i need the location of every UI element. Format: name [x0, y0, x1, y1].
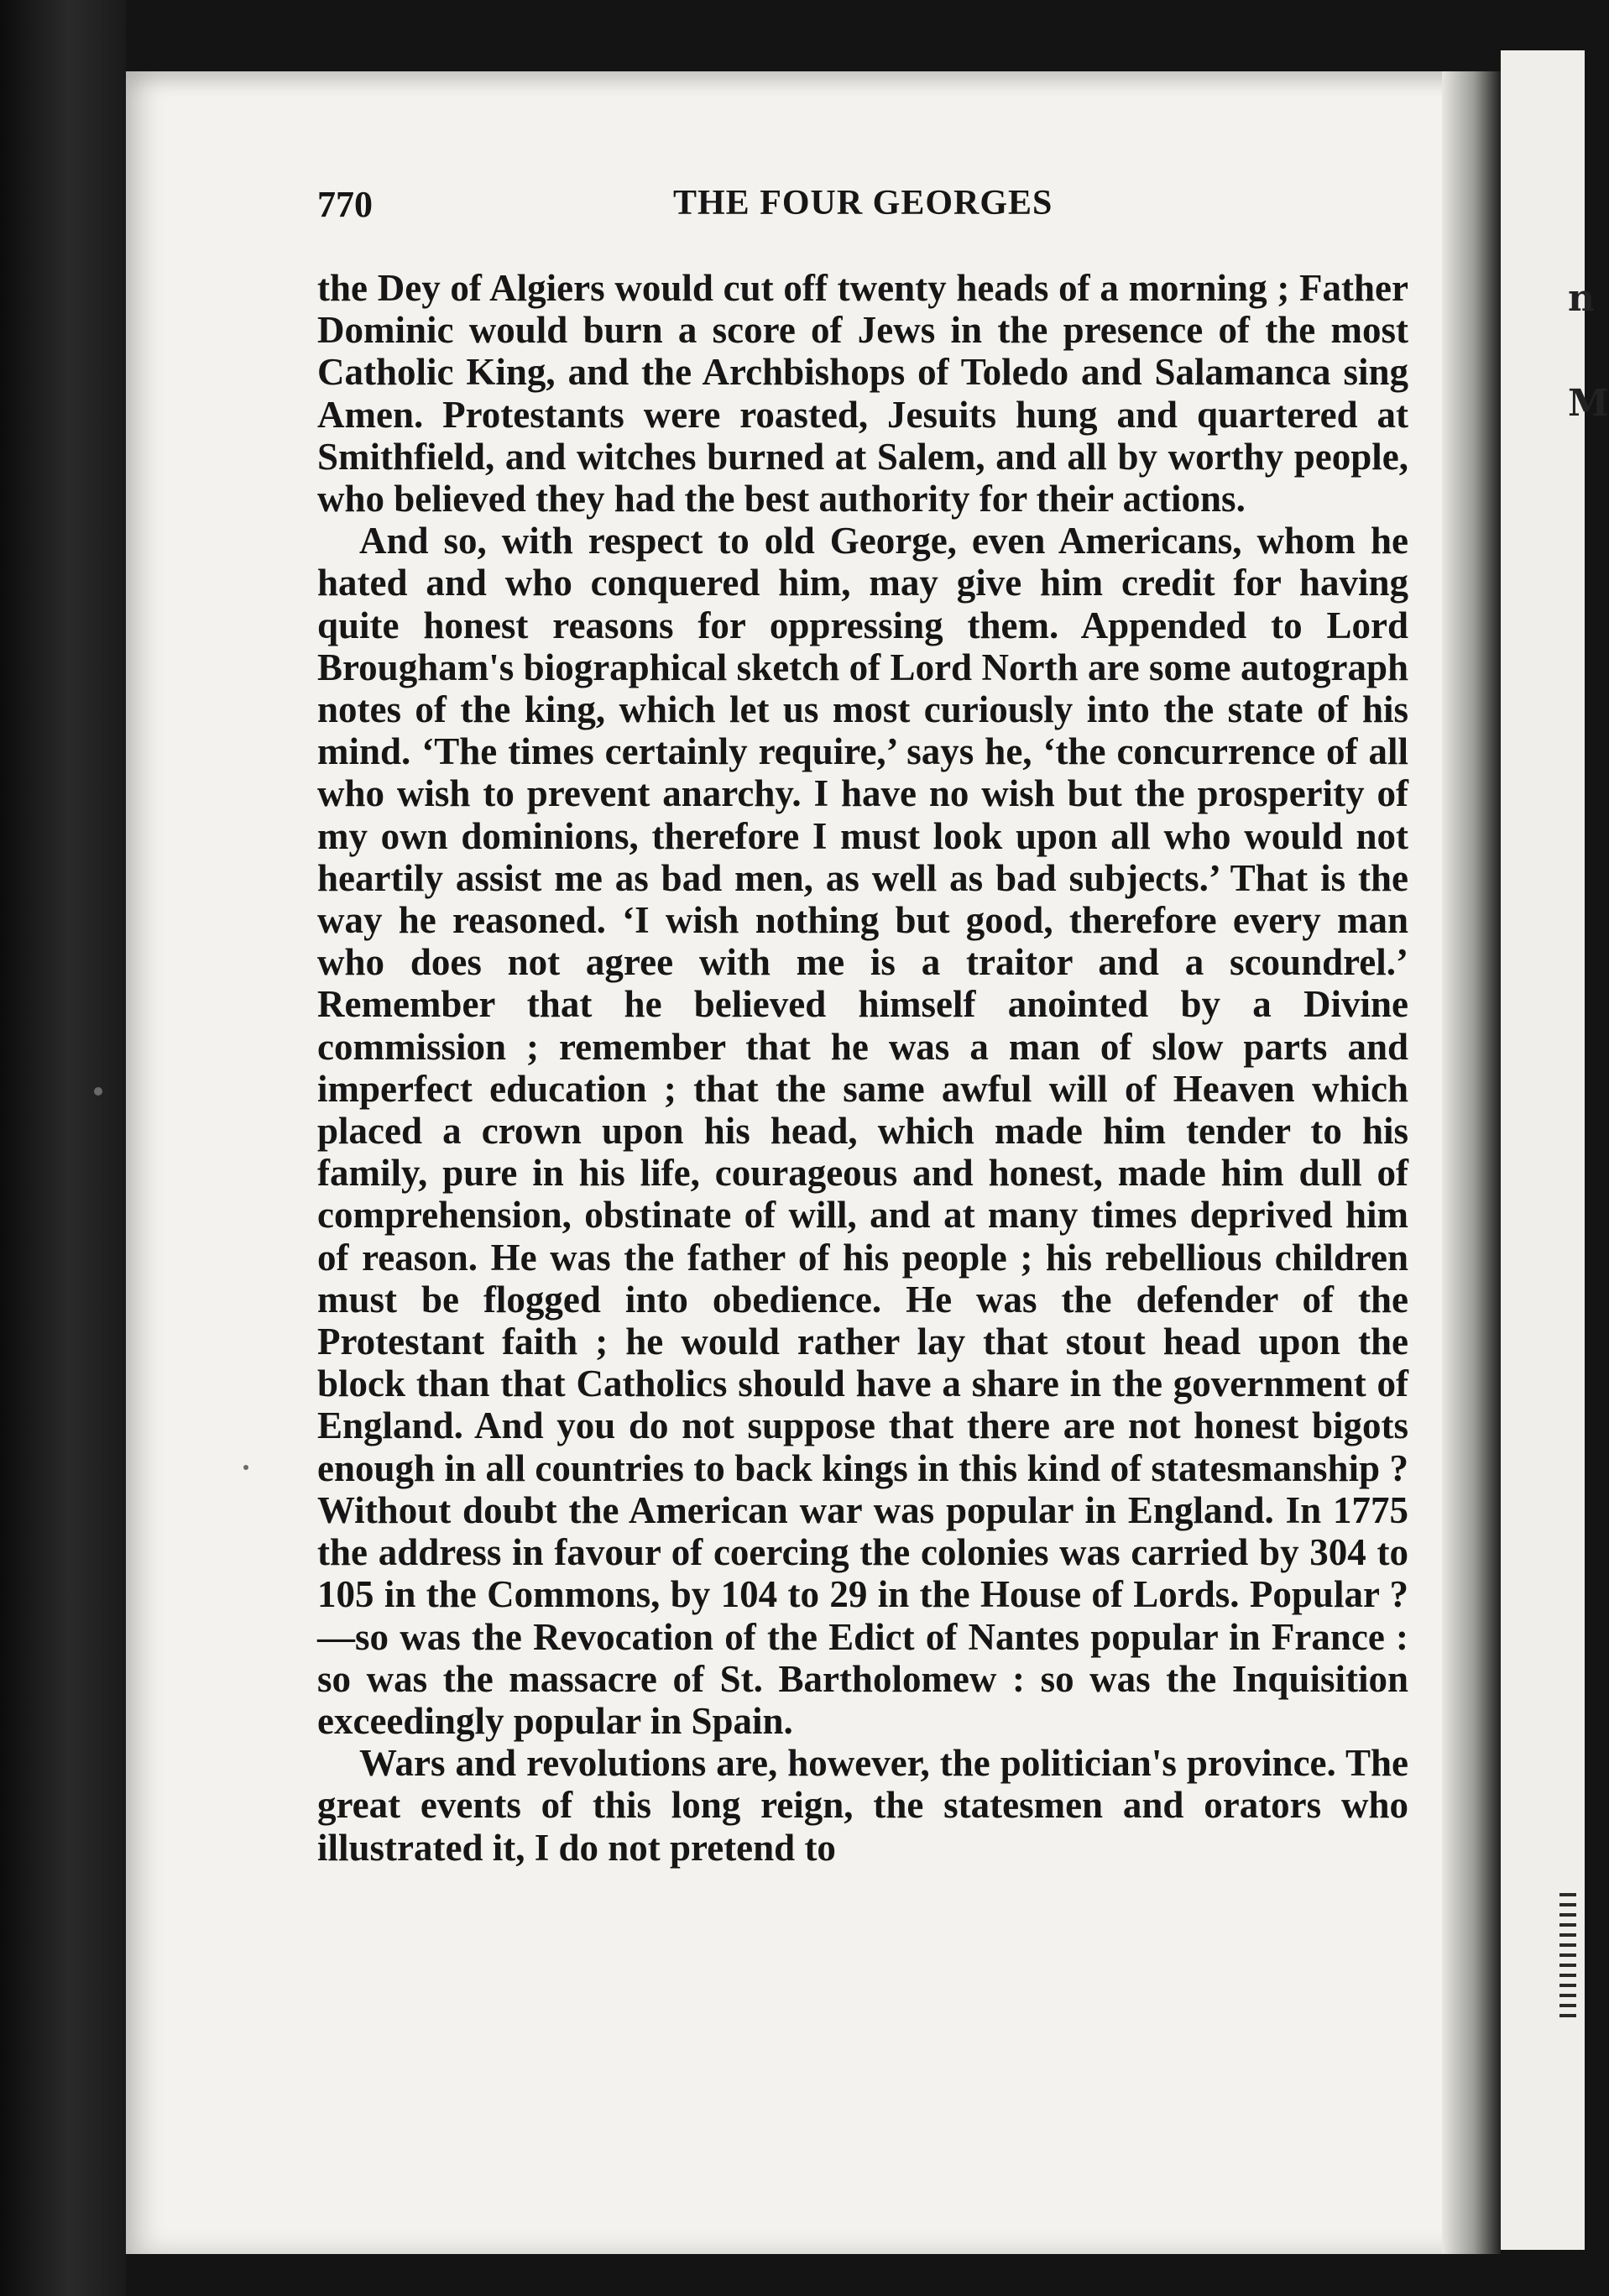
book-gutter	[1442, 71, 1501, 2254]
scan-speck	[243, 1465, 248, 1470]
adjacent-page-glyph: n	[1568, 277, 1595, 320]
scan-background-left	[0, 0, 126, 2296]
paragraph: Wars and revolutions are, however, the politician's province. The great events of this long reign, the statesmen and orators who illustrated it, I do not pretend to	[317, 1742, 1408, 1869]
running-title: THE FOUR GEORGES	[673, 184, 1053, 222]
page-header	[317, 183, 1408, 242]
spine-marks	[1559, 1893, 1576, 2019]
page-number: 770	[317, 184, 373, 225]
adjacent-page-glyph: M	[1568, 382, 1609, 425]
paragraph: the Dey of Algiers would cut off twenty heads of a morning ; Father Dominic would burn a score of Jews in the presence of the most Catholic King, and the Archbishops of Toledo and Salamanca sing Amen. Protestants were roasted, Jesuits hung and quartered at Smithfield, and witches burned at Salem, and all by worthy people, who believed they had the best authority for their actions.	[317, 267, 1408, 520]
scan-speck	[94, 1087, 102, 1096]
paragraph: And so, with respect to old George, even Americans, whom he hated and who conquered him, may give him credit for having quite honest reasons for oppressing them. Appended to Lord Brougham's biographical sketch of Lord North are some autograph notes of the king, which let us most curiously into the state of his mind. ‘The times certainly require,’ says he, ‘the concurrence of all who wish to prevent anarchy. I have no wish but the prosperity of my own dominions, therefore I must look upon all who would not heartily assist me as bad men, as well as bad subjects.’ That is the way he reasoned. ‘I wish nothing but good, therefore every man who does not agree with me is a traitor and a scoundrel.’ Remember that he believed himself anointed by a Divine commission ; remember that he was a man of slow parts and imperfect education ; that the same awful will of Heaven which placed a crown upon his head, which made him tender to his family, pure in his life, courageous and honest, made him dull of comprehension, obstinate of will, and at many times deprived him of reason. He was the father of his people ; his rebellious children must be flogged into obedience. He was the defender of the Protestant faith ; he would rather lay that stout head upon the block than that Catholics should have a share in the government of England. And you do not suppose that there are not honest bigots enough in all countries to back kings in this kind of statesmanship ? Without doubt the American war was popular in England. In 1775 the address in favour of coercing the colonies was carried by 304 to 105 in the Commons, by 104 to 29 in the House of Lords. Popular ?—so was the Revocation of the Edict of Nantes popular in France : so was the massacre of St. Bartholomew : so was the Inquisition exceedingly popular in Spain.	[317, 520, 1408, 1742]
body-text	[317, 267, 1408, 1869]
